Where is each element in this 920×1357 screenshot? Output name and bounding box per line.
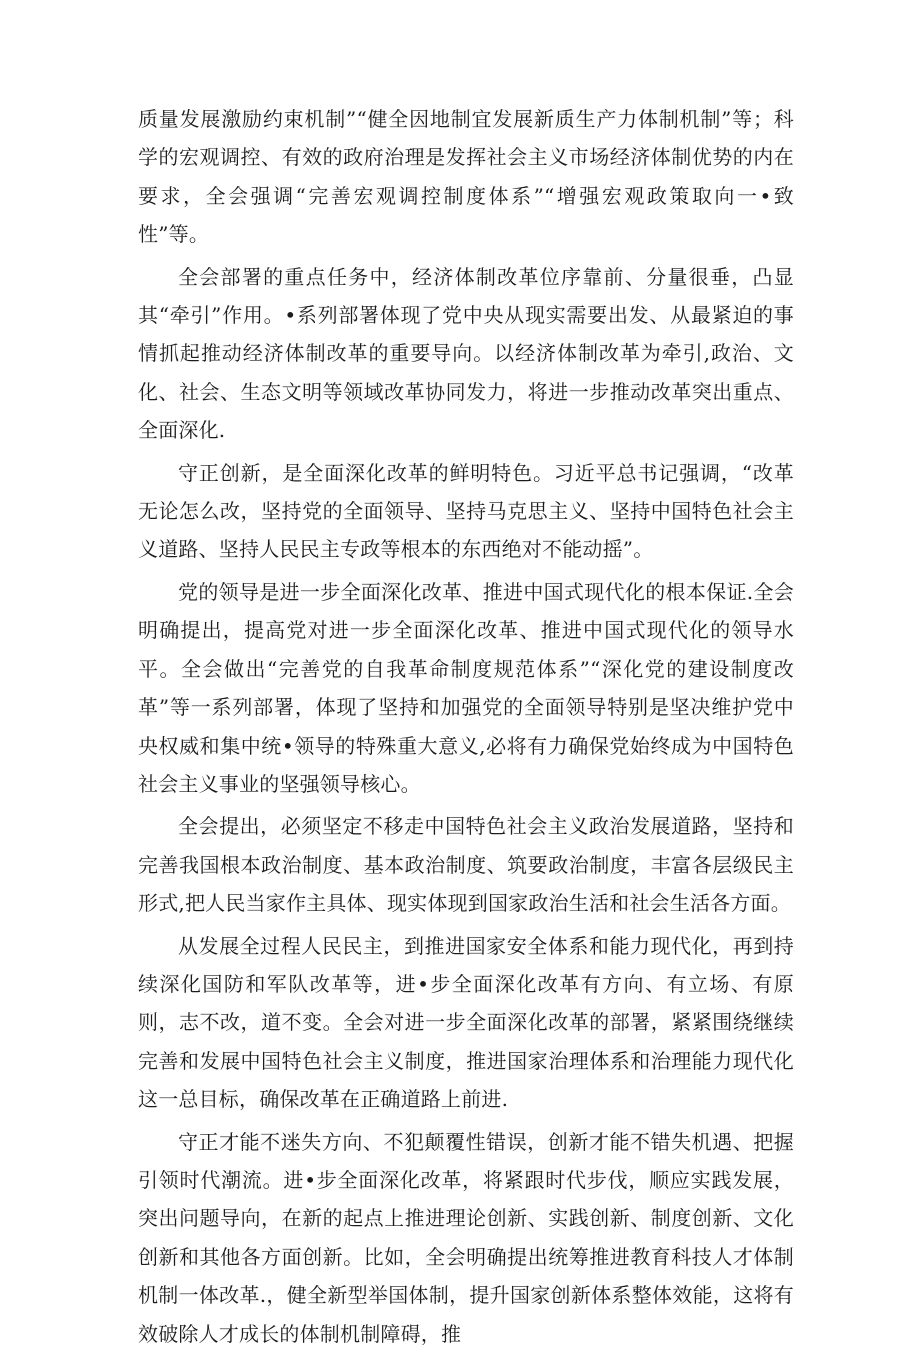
paragraph-continued: 质量发展激励约束机制”“健全因地制宜发展新质生产力体制机制”等；科学的宏观调控、有效的政府治理是发挥社会主义市场经济体制优势的内在要求，全会强调“完善宏观调控制度体系”“增强宏观政策取向一•致性”等。: [138, 107, 794, 247]
paragraph: 从发展全过程人民民主，到推进国家安全体系和能力现代化，再到持续深化国防和军队改革等，进•步全面深化改革有方向、有立场、有原则，志不改，道不变。全会对进一步全面深化改革的部署，紧紧围绕继续完善和发展中国特色社会主义制度，推进国家治理体系和治理能力现代化这一总目标，确保改革在正确道路上前进.: [138, 933, 794, 1112]
paragraph: 守正才能不迷失方向、不犯颠覆性错误，创新才能不错失机遇、把握引领时代潮流。进•步全面深化改革，将紧跟时代步伐，顺应实践发展，突出问题导向，在新的起点上推进理论创新、实践创新、制度创新、文化创新和其他各方面创新。比如，全会明确提出统筹推进教育科技人才体制机制一体改革.，健全新型举国体制，提升国家创新体系整体效能，这将有效破除人才成长的体制机制障碍，推: [138, 1129, 794, 1346]
paragraph: 党的领导是进一步全面深化改革、推进中国式现代化的根本保证.全会明确提出，提高党对进一步全面深化改革、推进中国式现代化的领导水平。全会做出“完善党的自我革命制度规范体系”“深化党的建设制度改革”等一系列部署，体现了坚持和加强党的全面领导特别是坚决维护党中央权威和集中统•领导的特殊重大意义,必将有力确保党始终成为中国特色社会主义事业的坚强领导核心。: [138, 579, 794, 796]
paragraph: 全会部署的重点任务中，经济体制改革位序靠前、分量很垂，凸显其“牵引”作用。•系列部署体现了党中央从现实需要出发、从最紧迫的事情抓起推动经济体制改革的重要导向。以经济体制改革为牵引,政治、文化、社会、生态文明等领域改革协同发力，将进一步推动改革突出重点、全面深化.: [138, 264, 794, 443]
paragraph: 全会提出，必须坚定不移走中国特色社会主义政治发展道路，坚持和完善我国根本政治制度、基本政治制度、筑要政治制度，丰富各层级民主形式,把人民当家作主具体、现实体现到国家政治生活和社会生活各方面。: [138, 814, 794, 916]
paragraph: 守正创新，是全面深化改革的鲜明特色。习近平总书记强调，“改革无论怎么改，坚持党的全面领导、坚持马克思主义、坚持中国特色社会主义道路、坚持人民民主专政等根本的东西绝对不能动摇”。: [138, 460, 794, 562]
article-body: [138, 100, 794, 1357]
